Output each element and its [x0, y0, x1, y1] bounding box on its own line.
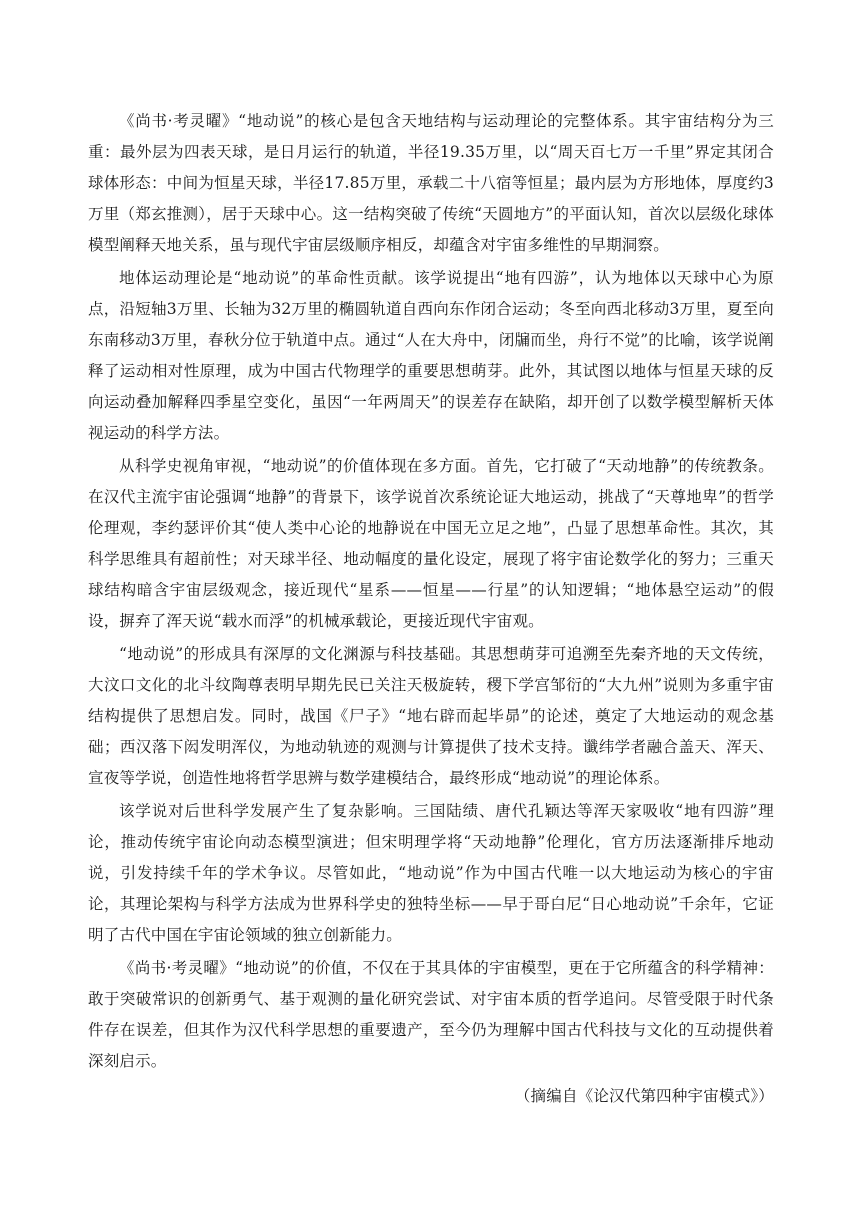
paragraph-5: 该学说对后世科学发展产生了复杂影响。三国陆绩、唐代孔颖达等浑天家吸收“地有四游”理论，推动传统宇宙论向动态模型演进；但宋明理学将“天动地静”伦理化，官方历法逐渐排斥地动说，引发持续千年的学术争议。尽管如此，“地动说”作为中国古代唯一以大地运动为核心的宇宙论，其理论架构与科学方法成为世界科学史的独特坐标——早于哥白尼“日心地动说”千余年，它证明了古代中国在宇宙论领域的独立创新能力。	[88, 802, 774, 944]
paragraph-6: 《尚书·考灵曜》“地动说”的价值，不仅在于其具体的宇宙模型，更在于它所蕴含的科学精神：敢于突破常识的创新勇气、基于观测的量化研究尝试、对宇宙本质的哲学追问。尽管受限于时代条件存在误差，但其作为汉代科学思想的重要遗产，至今仍为理解中国古代科技与文化的互动提供着深刻启示。	[88, 959, 774, 1070]
paragraph-1: 《尚书·考灵曜》“地动说”的核心是包含天地结构与运动理论的完整体系。其宇宙结构分为三重：最外层为四表天球，是日月运行的轨道，半径19.35万里，以“周天百七万一千里”界定其闭合球体形态：中间为恒星天球，半径17.85万里，承载二十八宿等恒星；最内层为方形地体，厚度约3万里（郑玄推测），居于天球中心。这一结构突破了传统“天圆地方”的平面认知，首次以层级化球体模型阐释天地关系，虽与现代宇宙层级顺序相反，却蕴含对宇宙多维性的早期洞察。	[88, 112, 774, 254]
paragraph-2: 地体运动理论是“地动说”的革命性贡献。该学说提出“地有四游”，认为地体以天球中心为原点，沿短轴3万里、长轴为32万里的椭圆轨道自西向东作闭合运动；冬至向西北移动3万里，夏至向东南移动3万里，春秋分位于轨道中点。通过“人在大舟中，闭牖而坐，舟行不觉”的比喻，该学说阐释了运动相对性原理，成为中国古代物理学的重要思想萌芽。此外，其试图以地体与恒星天球的反向运动叠加解释四季星空变化，虽因“一年两周天”的误差存在缺陷，却开创了以数学模型解析天体视运动的科学方法。	[88, 269, 774, 442]
paragraph-4: “地动说”的形成具有深厚的文化渊源与科技基础。其思想萌芽可追溯至先秦齐地的天文传统，大汶口文化的北斗纹陶尊表明早期先民已关注天极旋转，稷下学宫邹衍的“大九州”说则为多重宇宙结构提供了思想启发。同时，战国《尸子》“地右辟而起毕昴”的论述，奠定了大地运动的观念基础；西汉落下闳发明浑仪，为地动轨迹的观测与计算提供了技术支持。谶纬学者融合盖天、浑天、宣夜等学说，创造性地将哲学思辨与数学建模结合，最终形成“地动说”的理论体系。	[88, 645, 774, 787]
source-citation: （摘编自《论汉代第四种宇宙模式》）	[514, 1087, 774, 1105]
paragraph-3: 从科学史视角审视，“地动说”的价值体现在多方面。首先，它打破了“天动地静”的传统教条。在汉代主流宇宙论强调“地静”的背景下，该学说首次系统论证大地运动，挑战了“天尊地卑”的哲学伦理观，李约瑟评价其“使人类中心论的地静说在中国无立足之地”，凸显了思想革命性。其次，其科学思维具有超前性；对天球半径、地动幅度的量化设定，展现了将宇宙论数学化的努力；三重天球结构暗含宇宙层级观念，接近现代“星系——恒星——行星”的认知逻辑；“地体悬空运动”的假设，摒弃了浑天说“载水而浮”的机械承载论，更接近现代宇宙观。	[88, 457, 774, 630]
article-page	[88, 106, 774, 1112]
